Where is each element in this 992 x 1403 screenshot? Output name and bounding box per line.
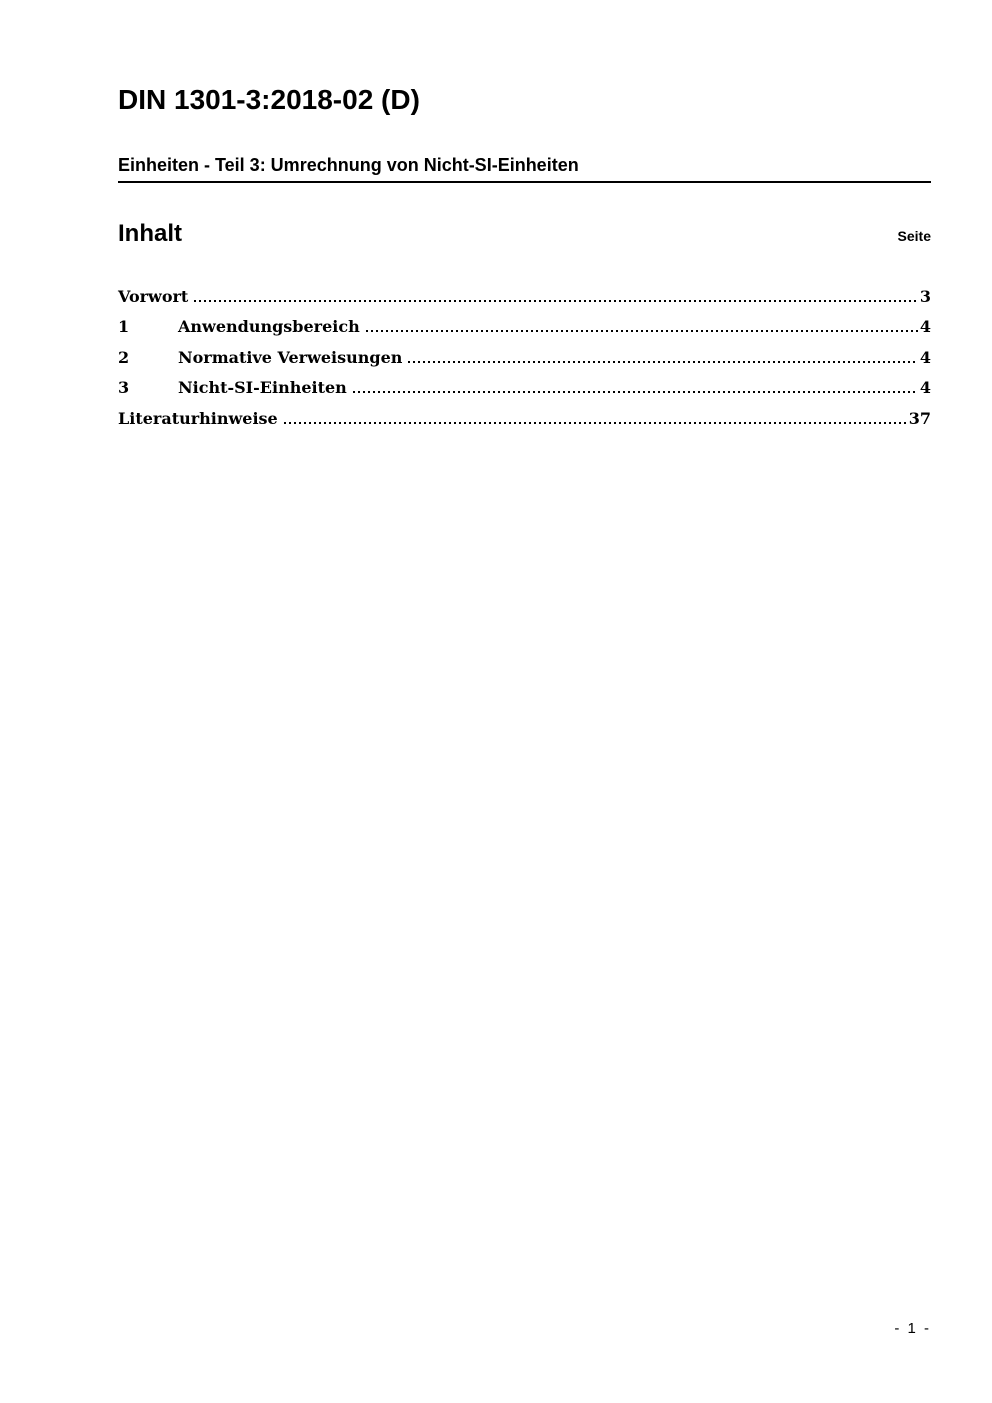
- toc-list: [118, 275, 931, 428]
- toc-entry-page: 4: [919, 317, 931, 336]
- toc-entry-number: 1: [118, 317, 130, 336]
- toc-entry: [118, 306, 931, 337]
- toc-page-column-label: Seite: [897, 228, 931, 244]
- toc-entry: [118, 275, 931, 306]
- toc-entry: [118, 367, 931, 398]
- toc-entry-label: Literaturhinweise: [118, 408, 278, 428]
- toc-entry-number: 3: [118, 378, 130, 397]
- toc-entry-number: 2: [118, 347, 130, 367]
- toc-entry-page: 3: [919, 286, 931, 306]
- document-subtitle-block: [118, 155, 931, 183]
- toc-entry-page: 4: [919, 347, 931, 367]
- toc-heading: Inhalt: [118, 220, 182, 247]
- document-title: DIN 1301-3:2018-02 (D): [118, 84, 420, 115]
- toc-header: [118, 220, 931, 248]
- toc-leader-dots: [366, 330, 918, 332]
- footer-page-number: - 1 -: [894, 1320, 931, 1337]
- toc-entry-page: 37: [908, 408, 931, 428]
- toc-leader-dots: [353, 391, 918, 393]
- toc-entry-label: Nicht-SI-Einheiten: [178, 378, 347, 397]
- toc-leader-dots: [408, 361, 917, 363]
- toc-entry-label: Vorwort: [118, 286, 189, 306]
- toc-entry-label: Normative Verweisungen: [178, 347, 403, 367]
- toc-entry-label: Anwendungsbereich: [178, 317, 360, 336]
- toc-entry-page: 4: [919, 378, 931, 397]
- toc-leader-dots: [284, 422, 907, 424]
- toc-leader-dots: [194, 300, 918, 302]
- document-subtitle: Einheiten - Teil 3: Umrechnung von Nicht-SI-Einheiten: [118, 155, 579, 175]
- toc-entry: [118, 397, 931, 428]
- toc-entry: [118, 336, 931, 367]
